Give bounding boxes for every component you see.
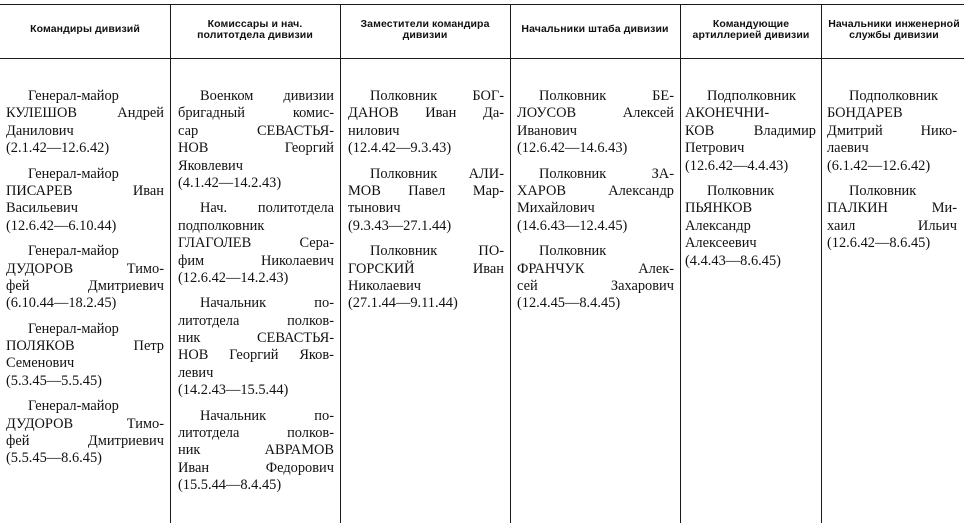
entry-line: Подполковник — [849, 88, 939, 104]
entry-line: НОВ Георгий Яков- — [178, 347, 334, 364]
entry-line: АКОНЕЧНИ- — [685, 105, 770, 122]
person-entry — [517, 166, 674, 236]
service-dates: (5.3.45—5.5.45) — [6, 372, 102, 389]
entry-line: Начальник по- — [200, 407, 334, 424]
entry-line: ДУДОРОВ Тимо- — [6, 415, 164, 432]
service-dates: (4.1.42—14.2.43) — [178, 174, 282, 191]
service-dates: (12.6.42—6.10.44) — [6, 217, 117, 234]
entry-line: Иванович — [517, 122, 578, 139]
header-label: Комиссары и нач. политотдела дивизии — [197, 17, 313, 41]
entry-line: ПОЛЯКОВ Петр — [6, 338, 164, 355]
header-artillery-commanders — [686, 6, 816, 54]
entry-line: Васильевич — [6, 200, 78, 217]
column-divider — [340, 4, 341, 523]
entry-line: фей Дмитриевич — [6, 277, 164, 294]
service-dates: (6.1.42—12.6.42) — [827, 157, 931, 174]
entry-line: ГЛАГОЛЕВ Сера- — [178, 235, 334, 252]
entry-line: ПИСАРЕВ Иван — [6, 182, 164, 199]
entry-line: фей Дмитриевич — [6, 433, 164, 450]
entry-line: бригадный комис- — [178, 105, 334, 122]
service-dates: (14.2.43—15.5.44) — [178, 382, 289, 399]
header-label: Заместители командира дивизии — [360, 17, 490, 41]
entry-line: ник АВРАМОВ — [178, 442, 334, 459]
entry-line: Яковлевич — [178, 157, 243, 174]
service-dates: (27.1.44—9.11.44) — [348, 295, 458, 312]
header-label: Начальники инженерной службы дивизии — [828, 17, 960, 41]
entry-line: Полковник ПО- — [370, 243, 504, 260]
entry-line: Полковник БОГ- — [370, 88, 504, 104]
entry-line: БОНДАРЕВ — [827, 105, 903, 122]
column-artillery-commanders — [685, 88, 816, 278]
entry-line: ФРАНЧУК Алек- — [517, 260, 674, 277]
header-bottom-rule — [0, 58, 964, 59]
entry-line: ПАЛКИН Ми- — [827, 200, 957, 217]
header-division-commanders — [0, 6, 170, 54]
entry-line: ПЬЯНКОВ — [685, 200, 753, 217]
entry-line: сар СЕВАСТЬЯ- — [178, 122, 334, 139]
person-entry — [517, 243, 674, 313]
entry-line: Полковник — [707, 182, 775, 199]
entry-line: Подполковник — [707, 88, 797, 104]
header-engineer-chiefs — [826, 6, 962, 54]
column-divider — [510, 4, 511, 523]
entry-line: Начальник по- — [200, 295, 334, 312]
person-entry — [827, 183, 957, 253]
entry-line: Военком дивизии — [200, 88, 334, 104]
entry-line: хаил Ильич — [827, 217, 957, 234]
entry-line: Семенович — [6, 355, 75, 372]
entry-line: Генерал-майор — [28, 398, 119, 415]
entry-line: Михайлович — [517, 200, 595, 217]
entry-line: литотдела полков- — [178, 312, 334, 329]
header-label: Начальники штаба дивизии — [521, 23, 669, 36]
person-entry — [6, 321, 164, 391]
table-top-rule — [0, 4, 964, 5]
entry-line: Иван Федорович — [178, 459, 334, 476]
entry-line: ДУДОРОВ Тимо- — [6, 260, 164, 277]
header-commissars — [176, 6, 334, 54]
entry-line: КОВ Владимир — [685, 122, 816, 139]
entry-line: Нач. политотдела — [200, 200, 334, 217]
service-dates: (14.6.43—12.4.45) — [517, 217, 628, 234]
service-dates: (4.4.43—8.6.45) — [685, 252, 781, 269]
entry-line: ник СЕВАСТЬЯ- — [178, 330, 334, 347]
service-dates: (12.6.42—14.2.43) — [178, 269, 289, 286]
entry-line: Полковник БЕ- — [539, 88, 674, 104]
entry-line: ДАНОВ Иван Да- — [348, 105, 504, 122]
entry-line: ГОРСКИЙ Иван — [348, 260, 504, 277]
column-commissars — [178, 88, 334, 503]
person-entry — [685, 183, 816, 270]
entry-line: фим Николаевич — [178, 252, 334, 269]
service-dates: (6.10.44—18.2.45) — [6, 295, 117, 312]
entry-line: литотдела полков- — [178, 425, 334, 442]
entry-line: ХАРОВ Александр — [517, 182, 674, 199]
service-dates: (2.1.42—12.6.42) — [6, 140, 110, 157]
column-divider — [170, 4, 171, 523]
column-engineer-chiefs — [827, 88, 957, 261]
service-dates: (12.6.42—14.6.43) — [517, 140, 628, 157]
person-entry — [6, 166, 164, 236]
service-dates: (12.4.45—8.4.45) — [517, 295, 621, 312]
header-label: Командиры дивизий — [30, 23, 140, 36]
person-entry — [827, 88, 957, 175]
entry-line: Дмитрий Нико- — [827, 122, 957, 139]
column-deputy-commanders — [348, 88, 504, 321]
person-entry — [517, 88, 674, 158]
column-divider — [680, 4, 681, 523]
person-entry — [348, 166, 504, 236]
service-dates: (5.5.45—8.6.45) — [6, 450, 102, 467]
service-dates: (12.6.42—8.6.45) — [827, 235, 931, 252]
entry-line: Полковник АЛИ- — [370, 165, 504, 182]
entry-line: тынович — [348, 200, 401, 217]
header-chiefs-of-staff — [516, 6, 674, 54]
column-chiefs-of-staff — [517, 88, 674, 321]
person-entry — [178, 408, 334, 495]
entry-line: Полковник — [539, 243, 607, 260]
entry-line: Генерал-майор — [28, 243, 119, 260]
service-dates: (9.3.43—27.1.44) — [348, 217, 452, 234]
entry-line: лаевич — [827, 140, 869, 157]
entry-line: Данилович — [6, 122, 74, 139]
entry-line: ЛОУСОВ Алексей — [517, 105, 674, 122]
entry-line: Полковник — [849, 182, 917, 199]
person-entry — [348, 88, 504, 158]
entry-line: Алексеевич — [685, 235, 757, 252]
column-divider — [821, 4, 822, 523]
entry-line: нилович — [348, 122, 400, 139]
entry-line: подполковник — [178, 217, 265, 234]
person-entry — [178, 200, 334, 287]
entry-line: Петрович — [685, 140, 745, 157]
column-division-commanders — [6, 88, 164, 476]
entry-line: Генерал-майор — [28, 88, 119, 104]
person-entry — [685, 88, 816, 175]
service-dates: (12.6.42—4.4.43) — [685, 157, 789, 174]
person-entry — [348, 243, 504, 313]
entry-line: сей Захарович — [517, 277, 674, 294]
person-entry — [178, 88, 334, 192]
person-entry — [6, 243, 164, 313]
person-entry — [6, 398, 164, 468]
entry-line: левич — [178, 364, 214, 381]
person-entry — [6, 88, 164, 158]
entry-line: НОВ Георгий — [178, 140, 334, 157]
entry-line: Александр — [685, 217, 751, 234]
service-dates: (15.5.44—8.4.45) — [178, 477, 282, 494]
header-label: Командующие артиллерией дивизии — [692, 17, 810, 41]
entry-line: Генерал-майор — [28, 165, 119, 182]
entry-line: КУЛЕШОВ Андрей — [6, 105, 164, 122]
service-dates: (12.4.42—9.3.43) — [348, 140, 452, 157]
entry-line: Генерал-майор — [28, 320, 119, 337]
person-entry — [178, 295, 334, 399]
header-deputy-commanders — [350, 6, 500, 54]
entry-line: МОВ Павел Мар- — [348, 182, 504, 199]
entry-line: Николаевич — [348, 277, 422, 294]
entry-line: Полковник ЗА- — [539, 165, 674, 182]
